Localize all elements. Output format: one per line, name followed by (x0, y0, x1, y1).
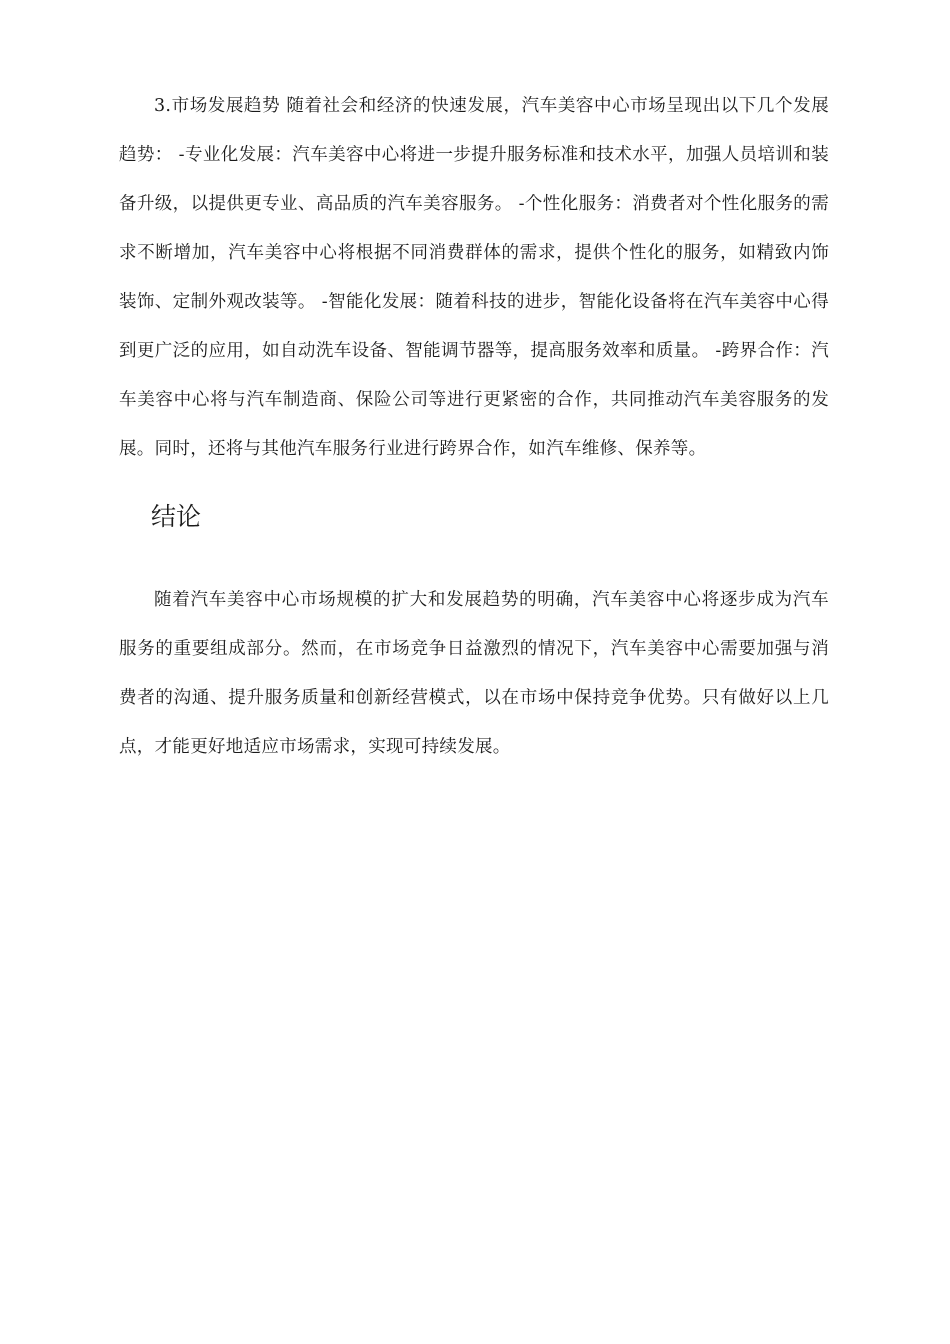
document-body (119, 82, 829, 772)
conclusion-paragraph: 随着汽车美容中心市场规模的扩大和发展趋势的明确，汽车美容中心将逐步成为汽车服务的重要组成部分。然而，在市场竞争日益激烈的情况下，汽车美容中心需要加强与消费者的沟通、提升服务质量和创新经营模式，以在市场中保持竞争优势。只有做好以上几点，才能更好地适应市场需求，实现可持续发展。 (119, 590, 829, 757)
market-trends-paragraph: 3.市场发展趋势 随着社会和经济的快速发展，汽车美容中心市场呈现出以下几个发展趋势： -专业化发展：汽车美容中心将进一步提升服务标准和技术水平，加强人员培训和装备升级，以提供更专业、高品质的汽车美容服务。 -个性化服务：消费者对个性化服务的需求不断增加，汽车美容中心将根据不同消费群体的需求，提供个性化的服务，如精致内饰装饰、定制外观改装等。 -智能化发展：随着科技的进步，智能化设备将在汽车美容中心得到更广泛的应用，如自动洗车设备、智能调节器等，提高服务效率和质量。 -跨界合作：汽车美容中心将与汽车制造商、保险公司等进行更紧密的合作，共同推动汽车美容服务的发展。同时，还将与其他汽车服务行业进行跨界合作，如汽车维修、保养等。 (119, 96, 829, 459)
conclusion-heading: 结论 (151, 502, 202, 531)
